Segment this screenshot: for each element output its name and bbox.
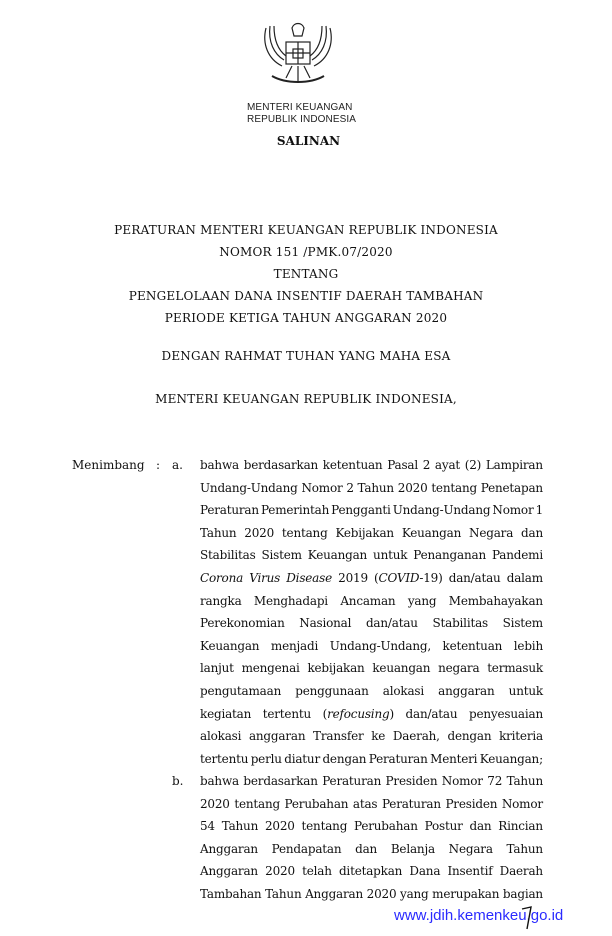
word: 2020 — [200, 796, 230, 811]
word: (refocusing) — [322, 706, 394, 721]
word: Belanja — [390, 841, 435, 856]
word: 2020 — [264, 819, 295, 834]
word: Daerah, — [392, 729, 440, 744]
word: kebijakan — [307, 661, 365, 676]
word: tentang — [281, 525, 328, 540]
word: Peraturan — [322, 774, 382, 788]
word: Nomor — [441, 774, 483, 788]
word: Tahun — [506, 774, 543, 788]
institution-line-2: REPUBLIK INDONESIA — [247, 114, 357, 125]
word: anggaran — [248, 729, 306, 744]
word: telah — [302, 864, 332, 879]
text-line — [200, 770, 543, 793]
text-line — [200, 567, 543, 590]
institution-line-1: MENTERI KEUANGAN — [247, 102, 353, 113]
text-line — [200, 725, 543, 748]
text-line — [200, 590, 543, 613]
word: Tahun — [265, 886, 302, 901]
word: tertentu — [200, 751, 249, 766]
copy-label: SALINAN — [276, 134, 341, 148]
word: Perekonomian — [200, 616, 285, 631]
word: tentang — [234, 796, 280, 811]
word: 2 — [346, 480, 354, 495]
word: Daerah — [499, 864, 543, 879]
word: Corona — [200, 570, 244, 585]
word: Disease — [286, 570, 332, 585]
word: 72 — [487, 774, 503, 788]
word: Nomor — [301, 480, 343, 495]
word: yang — [407, 593, 437, 608]
word: penyesuaian — [469, 706, 543, 721]
word: Sistem — [502, 616, 543, 631]
garuda-emblem-icon — [258, 14, 338, 94]
issuer: MENTERI KEUANGAN REPUBLIK INDONESIA, — [155, 392, 457, 406]
word: Presiden — [445, 796, 498, 811]
word: 54 — [200, 819, 215, 834]
word: Anggaran — [200, 841, 258, 856]
word: Dana — [409, 864, 441, 879]
word: tentang — [431, 480, 477, 495]
word: Penanganan — [413, 548, 486, 563]
word: Anggaran — [305, 886, 364, 901]
word: Negara — [469, 525, 514, 540]
word: 2020 — [244, 525, 275, 540]
word: Anggaran — [200, 864, 258, 879]
text-line — [200, 477, 543, 500]
word: ketentuan — [442, 638, 503, 653]
text-line — [200, 815, 543, 838]
word: dan — [355, 841, 378, 856]
word: Rincian — [498, 819, 543, 834]
website-link[interactable]: www.jdih.kemenkeu.go.id — [394, 907, 564, 924]
regulation-number: NOMOR 151 /PMK.07/2020 — [219, 245, 393, 259]
word: lanjut — [200, 661, 234, 676]
text-line — [200, 544, 543, 567]
text-line — [200, 680, 543, 703]
word: rangka — [200, 593, 242, 608]
word: Tahun — [357, 480, 394, 495]
word: 2020 — [397, 480, 428, 495]
word: menjadi — [270, 638, 319, 653]
word: dan — [521, 525, 543, 540]
word: termasuk — [487, 661, 543, 676]
word: (2) — [464, 458, 482, 472]
word: keuangan — [372, 661, 431, 676]
word: Ancaman — [340, 593, 396, 608]
word: Keuangan; — [479, 751, 543, 766]
word: Keuangan — [401, 525, 462, 540]
word: yang — [400, 886, 429, 901]
word: kegiatan — [200, 706, 252, 721]
word: Undang-Undang — [392, 503, 491, 518]
word: dalam — [506, 570, 543, 585]
word: dan/atau — [448, 570, 501, 585]
word: 2020 — [366, 886, 397, 901]
text-line — [200, 612, 543, 635]
word: Peraturan — [368, 751, 428, 766]
word: (COVID-19) — [374, 570, 443, 585]
word: ketentuan — [322, 458, 383, 472]
word: Tahun — [221, 819, 259, 834]
word: 2 — [422, 458, 431, 472]
word: untuk — [508, 683, 543, 698]
word: Tahun — [506, 841, 543, 856]
item-marker-b: b. — [172, 774, 184, 788]
text-line — [200, 748, 543, 771]
word: anggaran — [438, 683, 495, 698]
word: ditetapkan — [338, 864, 403, 879]
word: Nasional — [299, 616, 352, 631]
word: Nomor — [501, 796, 543, 811]
word: tentang — [301, 819, 348, 834]
word: Keuangan — [307, 548, 368, 563]
word: Perubahan — [284, 796, 349, 811]
word: ke — [371, 729, 386, 744]
regulation-subject: PENGELOLAAN DANA INSENTIF DAERAH TAMBAHAN — [128, 289, 484, 303]
word: berdasarkan — [243, 774, 318, 788]
word: Negara — [448, 841, 493, 856]
word: Peraturan — [200, 503, 259, 518]
word: kriteria — [499, 729, 543, 744]
word: bahwa — [200, 774, 239, 788]
word: Sistem — [261, 548, 302, 563]
word: Tambahan — [200, 886, 262, 901]
word: 1 — [535, 503, 543, 518]
text-line — [200, 793, 543, 816]
word: Nomor — [492, 503, 534, 518]
regulation-title: PERATURAN MENTERI KEUANGAN REPUBLIK INDONESIA — [114, 223, 498, 237]
word: Stabilitas — [200, 548, 256, 563]
word: Pendapatan — [271, 841, 342, 856]
word: Postur — [424, 819, 463, 834]
word: dan — [469, 819, 492, 834]
word: bahwa — [200, 458, 239, 472]
word: alokasi — [382, 683, 424, 698]
text-line — [200, 499, 543, 522]
word: diatur — [284, 751, 320, 766]
item-marker-a: a. — [172, 458, 183, 472]
letterhead — [247, 102, 356, 126]
word: dengan — [447, 729, 492, 744]
word: 2020 — [265, 864, 295, 879]
considering-item-a — [200, 454, 543, 770]
word: Menteri — [430, 751, 478, 766]
word: Pengganti — [331, 503, 391, 518]
text-line — [200, 657, 543, 680]
word: ayat — [434, 458, 461, 472]
text-line — [200, 883, 543, 906]
word: Lampiran — [485, 458, 543, 472]
word: Undang-Undang — [200, 480, 298, 495]
word: negara — [438, 661, 480, 676]
word: Menghadapi — [253, 593, 328, 608]
word: Insentif — [447, 864, 493, 879]
word: atas — [352, 796, 378, 811]
word: perlu — [250, 751, 282, 766]
word: merupakan — [432, 886, 500, 901]
considering-colon: : — [156, 458, 161, 472]
word: Kebijakan — [335, 525, 394, 540]
word: Virus — [249, 570, 281, 585]
word: untuk — [373, 548, 408, 563]
word: bagian — [502, 886, 543, 901]
text-line — [200, 838, 543, 861]
word: Pasal — [387, 458, 419, 472]
word: 2019 — [338, 570, 368, 585]
word: mengenai — [241, 661, 300, 676]
word: Peraturan — [381, 796, 441, 811]
regulation-subject-2: PERIODE KETIGA TAHUN ANGGARAN 2020 — [164, 311, 448, 325]
regulation-about: TENTANG — [273, 267, 339, 281]
word: Transfer — [313, 729, 364, 744]
text-line — [200, 860, 543, 883]
word: Undang-Undang, — [329, 638, 431, 653]
considering-label: Menimbang — [72, 458, 145, 472]
word: dan/atau — [365, 616, 418, 631]
word: alokasi — [200, 729, 242, 744]
text-line — [200, 635, 543, 658]
word: Pemerintah — [260, 503, 330, 518]
text-line — [200, 454, 543, 477]
word: Perubahan — [354, 819, 418, 834]
word: dengan — [322, 751, 367, 766]
word: penggunaan — [295, 683, 369, 698]
word: Presiden — [385, 774, 438, 788]
word: Penetapan — [480, 480, 543, 495]
word: Membahayakan — [448, 593, 543, 608]
text-line — [200, 522, 543, 545]
word: berdasarkan — [243, 458, 319, 472]
text-line — [200, 703, 543, 726]
word: tertentu — [262, 706, 312, 721]
word: pengutamaan — [200, 683, 282, 698]
word: Pandemi — [491, 548, 543, 563]
word: Keuangan — [200, 638, 260, 653]
considering-item-b — [200, 770, 543, 906]
initial-signature — [521, 903, 533, 931]
word: Tahun — [200, 525, 237, 540]
word: Stabilitas — [432, 616, 488, 631]
word: lebih — [513, 638, 543, 653]
word: dan/atau — [405, 706, 458, 721]
invocation: DENGAN RAHMAT TUHAN YANG MAHA ESA — [161, 349, 451, 363]
